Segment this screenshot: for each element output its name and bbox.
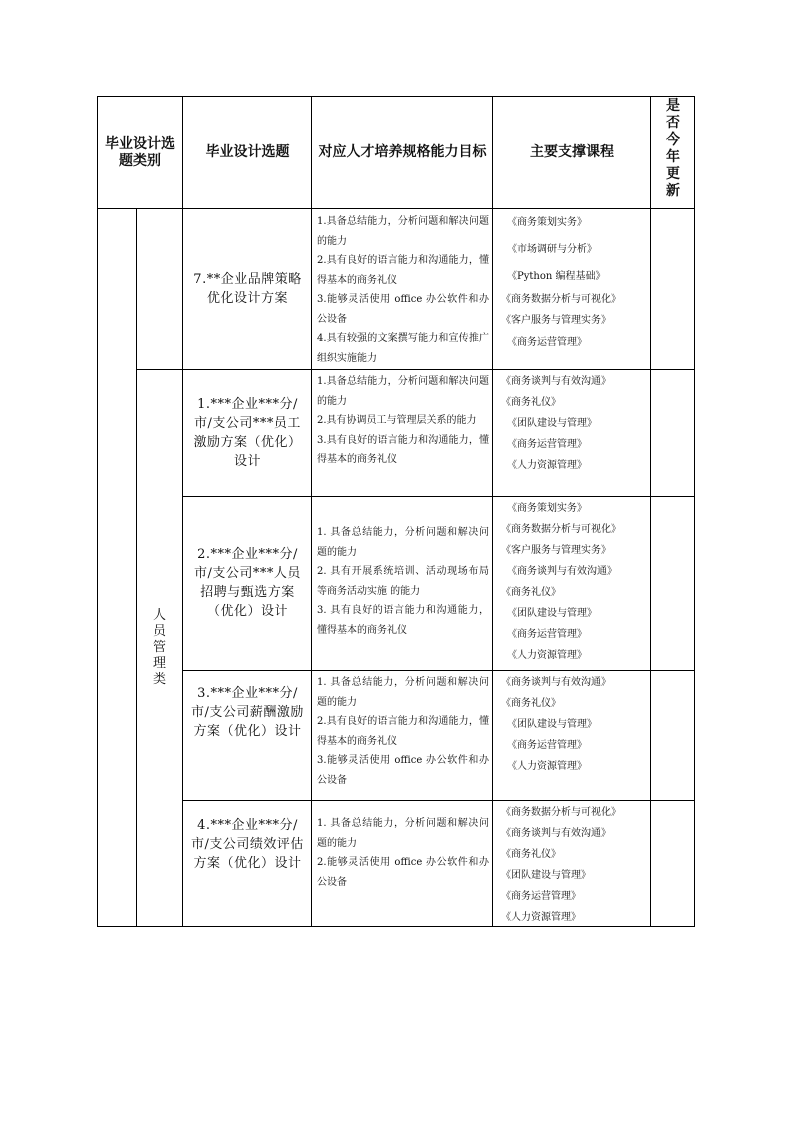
header-updated-char: 否 (666, 115, 680, 131)
course-item: 《商务数据分析与可视化》 (501, 807, 621, 818)
course-item: 《商务策划实务》 (507, 217, 587, 228)
ability-item: 1. 具备总结能力，分析问题和解决问题的能力 (317, 818, 489, 849)
ability-item: 1. 具备总结能力，分析问题和解决问题的能力 (317, 677, 489, 708)
course-item: 《商务运营管理》 (507, 740, 587, 751)
course-item: 《客户服务与管理实务》 (501, 315, 611, 326)
updated-cell (651, 670, 695, 800)
course-item: 《人力资源管理》 (507, 460, 587, 471)
ability-cell (312, 369, 493, 496)
category-cell (136, 369, 183, 927)
header-ability-text: 对应人才培养规格能力目标 (318, 144, 487, 160)
column-divider (182, 96, 183, 927)
course-item: 《团队建设与管理》 (501, 870, 591, 881)
updated-cell (651, 800, 695, 927)
column-divider (136, 209, 137, 927)
row-divider (183, 670, 695, 671)
topics-table (97, 96, 695, 927)
course-item: 《人力资源管理》 (507, 761, 587, 772)
ability-item: 1.具备总结能力，分析问题和解决问题的能力 (317, 216, 489, 247)
course-cell (493, 496, 651, 670)
ability-item: 2.具有良好的语言能力和沟通能力，懂得基本的商务礼仪 (317, 716, 489, 747)
topic-text: 7.**企业品牌策略优化设计方案 (193, 272, 302, 306)
ability-item: 3. 具有良好的语言能力和沟通能力，懂得基本的商务礼仪 (317, 605, 489, 636)
ability-item: 2.能够灵活使用 office 办公软件和办公设备 (317, 857, 489, 888)
header-ability (312, 96, 493, 209)
course-cell (493, 369, 651, 496)
row-divider (97, 208, 695, 209)
category-label: 人员管理类 (152, 608, 166, 687)
topic-text: 2.***企业***分/市/支公司***人员招聘与甄选方案（优化）设计 (194, 547, 301, 619)
course-item: 《商务谈判与有效沟通》 (501, 828, 611, 839)
course-item: 《商务礼仪》 (501, 849, 561, 860)
course-item: 《商务谈判与有效沟通》 (501, 677, 611, 688)
table-border (97, 926, 695, 927)
topic-text: 1.***企业***分/市/支公司***员工激励方案（优化）设计 (193, 396, 302, 469)
course-item: 《客户服务与管理实务》 (501, 545, 611, 556)
course-item: 《人力资源管理》 (507, 650, 587, 661)
row-divider (183, 800, 695, 801)
course-cell (493, 670, 651, 800)
topic-cell (183, 369, 312, 496)
topic-text: 3.***企业***分/市/支公司薪酬激励方案（优化）设计 (191, 686, 304, 739)
course-item: 《市场调研与分析》 (507, 244, 597, 255)
column-divider (311, 96, 312, 927)
header-topic (183, 96, 312, 209)
course-item: 《商务策划实务》 (507, 503, 587, 514)
course-item: 《商务数据分析与可视化》 (501, 294, 621, 305)
header-category (97, 96, 183, 209)
ability-cell (312, 670, 493, 800)
header-updated-char: 年 (666, 149, 680, 165)
course-item: 《商务数据分析与可视化》 (501, 524, 621, 535)
topic-text: 4.***企业***分/市/支公司绩效评估方案（优化）设计 (191, 818, 304, 871)
row-divider (183, 496, 695, 497)
row-divider (136, 369, 695, 370)
table-border (97, 96, 695, 97)
course-item: 《商务礼仪》 (501, 397, 561, 408)
header-topic-text: 毕业设计选题 (205, 144, 290, 160)
updated-cell (651, 496, 695, 670)
topic-cell (183, 209, 312, 369)
header-courses-text: 主要支撑课程 (530, 144, 614, 160)
header-updated-char: 今 (666, 132, 680, 148)
ability-item: 2. 具有开展系统培训、活动现场布局等商务活动实施 的能力 (317, 566, 489, 597)
ability-item: 4.具有较强的文案撰写能力和宣传推广组织实施能力 (317, 333, 489, 364)
header-category-text: 毕业设计选题类别 (105, 135, 175, 169)
header-updated-char: 新 (666, 183, 680, 199)
course-cell (493, 209, 651, 369)
table-border (694, 96, 695, 927)
header-updated (651, 96, 695, 209)
ability-item: 1. 具备总结能力，分析问题和解决问题的能力 (317, 527, 489, 558)
course-item: 《商务运营管理》 (507, 629, 587, 640)
course-item: 《人力资源管理》 (501, 912, 581, 923)
ability-item: 3.能够灵活使用 office 办公软件和办公设备 (317, 755, 489, 786)
ability-item: 3.能够灵活使用 office 办公软件和办公设备 (317, 294, 489, 325)
header-courses (493, 96, 651, 209)
header-updated-char: 是 (666, 98, 680, 114)
column-divider (492, 96, 493, 927)
course-item: 《商务礼仪》 (501, 698, 561, 709)
ability-cell (312, 800, 493, 927)
updated-cell (651, 369, 695, 496)
updated-cell (651, 209, 695, 369)
course-item: 《团队建设与管理》 (507, 608, 597, 619)
course-cell (493, 800, 651, 927)
course-item: 《团队建设与管理》 (507, 418, 597, 429)
course-item: 《商务礼仪》 (501, 587, 561, 598)
header-updated-char: 更 (666, 166, 680, 182)
ability-item: 3.具有良好的语言能力和沟通能力，懂得基本的商务礼仪 (317, 434, 489, 465)
ability-item: 1.具备总结能力，分析问题和解决问题的能力 (317, 376, 489, 407)
topic-cell (183, 670, 312, 800)
topic-cell (183, 496, 312, 670)
course-item: 《商务运营管理》 (507, 337, 587, 348)
topic-cell (183, 800, 312, 927)
course-item: 《商务运营管理》 (507, 439, 587, 450)
course-item: 《团队建设与管理》 (507, 719, 597, 730)
table-border (97, 96, 98, 927)
ability-item: 2.具有良好的语言能力和沟通能力，懂得基本的商务礼仪 (317, 255, 489, 286)
course-item: 《商务运营管理》 (501, 891, 581, 902)
column-divider (650, 96, 651, 927)
ability-cell (312, 209, 493, 369)
ability-item: 2.具有协调员工与管理层关系的能力 (317, 415, 477, 426)
course-item: 《Python 编程基础》 (507, 271, 606, 282)
course-item: 《商务谈判与有效沟通》 (501, 376, 611, 387)
course-item: 《商务谈判与有效沟通》 (507, 566, 617, 577)
ability-cell (312, 496, 493, 670)
